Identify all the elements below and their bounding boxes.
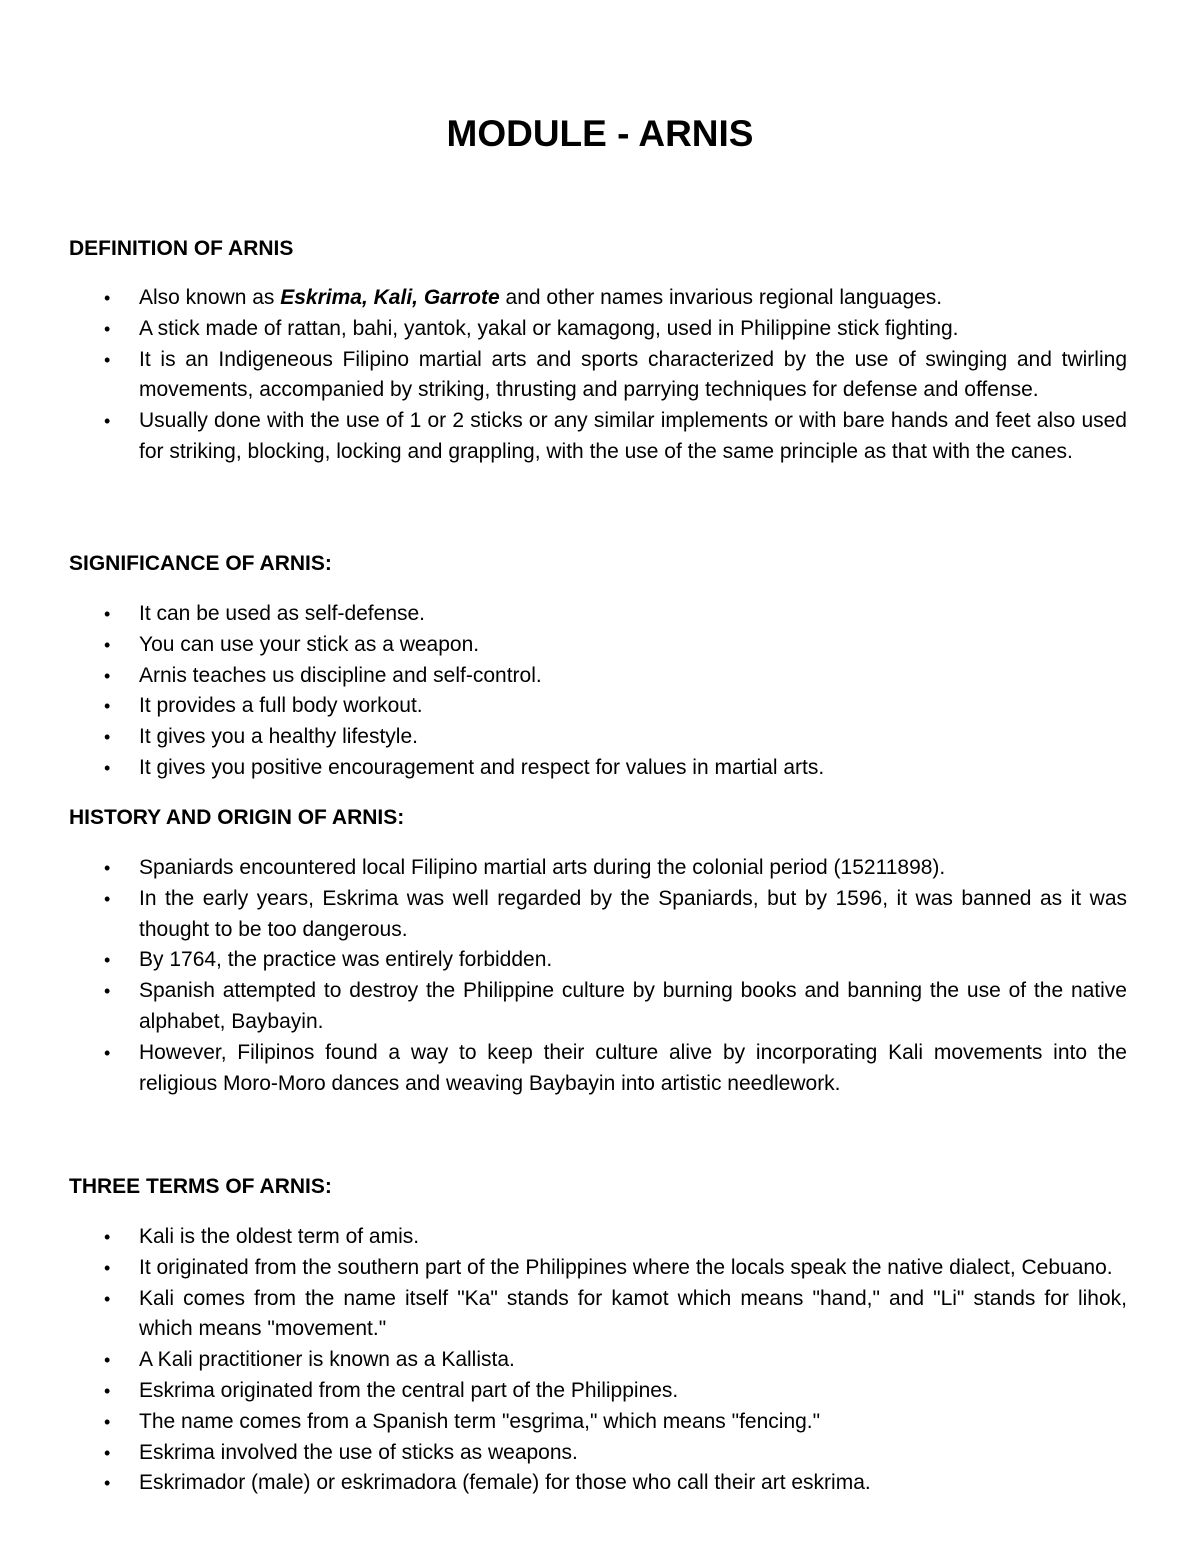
- list-item-text: In the early years, Eskrima was well regarded by the Spaniards, but by 1596, it was banned as it was thought to be too dangerous.: [139, 886, 1127, 941]
- list-item: [0, 1038, 1127, 1100]
- bullet-icon: •: [104, 858, 111, 878]
- list-item: [0, 314, 1127, 345]
- list-item: [0, 1253, 1127, 1284]
- bullet-icon: •: [104, 634, 111, 655]
- bullet-icon: •: [104, 981, 111, 1002]
- list-item: [0, 1438, 1127, 1469]
- list-item-text: Eskrima originated from the central part of the Philippines.: [139, 1378, 679, 1402]
- bullet-icon: •: [104, 757, 111, 778]
- definition-list: [0, 283, 1200, 468]
- list-item-text: Eskrimador (male) or eskrimadora (female) for those who call their art eskrima.: [139, 1471, 871, 1495]
- list-item: [0, 1407, 1127, 1438]
- list-item-text: Spaniards encountered local Filipino martial arts during the colonial period (15211898).: [139, 856, 946, 879]
- bullet-icon: •: [104, 1042, 111, 1063]
- bullet-icon: •: [104, 1227, 111, 1247]
- list-item: [0, 945, 1127, 976]
- bullet-icon: •: [104, 888, 111, 909]
- list-item-text: Spanish attempted to destroy the Philippine culture by burning books and banning the use of the native alphabet, Baybayin.: [139, 979, 1127, 1033]
- list-item-text: You can use your stick as a weapon.: [139, 632, 480, 656]
- bullet-icon: •: [104, 318, 111, 339]
- list-item: [0, 406, 1127, 468]
- list-item-emphasis: Eskrima, Kali, Garrote: [280, 286, 500, 309]
- significance-list: [0, 599, 1200, 784]
- list-item-text: Arnis teaches us discipline and self-control.: [139, 663, 542, 687]
- bullet-icon: •: [104, 1411, 111, 1432]
- section-heading-definition: DEFINITION OF ARNIS: [69, 237, 294, 260]
- list-item-text-prefix: Also known as: [139, 286, 281, 309]
- list-item: [0, 1376, 1127, 1407]
- list-item-text: It can be used as self-defense.: [139, 602, 426, 625]
- list-item-text-suffix: and other names invarious regional languages.: [499, 286, 943, 309]
- section-heading-terms: THREE TERMS OF ARNIS:: [69, 1175, 332, 1198]
- list-item-text: Eskrima involved the use of sticks as weapons.: [139, 1440, 578, 1464]
- bullet-icon: •: [104, 288, 111, 308]
- bullet-icon: •: [104, 665, 111, 686]
- list-item: [0, 753, 1127, 784]
- list-item: [0, 1284, 1127, 1346]
- list-item: [0, 976, 1127, 1038]
- section-heading-history: HISTORY AND ORIGIN OF ARNIS:: [69, 806, 405, 829]
- list-item-text: It gives you a healthy lifestyle.: [139, 725, 418, 749]
- list-item-text: The name comes from a Spanish term "esgrima," which means "fencing.": [139, 1409, 821, 1433]
- section-heading-significance: SIGNIFICANCE OF ARNIS:: [69, 552, 332, 575]
- list-item-text: Kali comes from the name itself "Ka" stands for kamot which means "hand," and "Li" stands for lihok, which means "movement.": [139, 1286, 1127, 1341]
- bullet-icon: •: [104, 1288, 111, 1309]
- terms-list: [0, 1222, 1200, 1499]
- list-item: [0, 345, 1127, 407]
- bullet-icon: •: [104, 727, 111, 748]
- page-title: MODULE - ARNIS: [446, 113, 754, 154]
- list-item-text: A stick made of rattan, bahi, yantok, yakal or kamagong, used in Philippine stick fighting.: [139, 316, 959, 340]
- bullet-icon: •: [104, 696, 111, 717]
- list-item-text: A Kali practitioner is known as a Kallista.: [139, 1348, 515, 1372]
- list-item-text: It is an Indigeneous Filipino martial arts and sports characterized by the use of swinging and twirling movements, accompanied by striking, thrusting and parrying techniques for defense and offense.: [139, 347, 1127, 402]
- bullet-icon: •: [104, 1380, 111, 1401]
- bullet-icon: •: [104, 411, 111, 432]
- bullet-icon: •: [104, 1473, 111, 1494]
- list-item-text: It originated from the southern part of the Philippines where the locals speak the native dialect, Cebuano.: [139, 1255, 1113, 1279]
- history-list: [0, 853, 1200, 1099]
- list-item: [0, 661, 1127, 692]
- list-item: [0, 283, 1127, 314]
- list-item: [0, 1345, 1127, 1376]
- list-item-text: Kali is the oldest term of amis.: [139, 1225, 420, 1248]
- list-item: [0, 691, 1127, 722]
- bullet-icon: •: [104, 604, 111, 624]
- bullet-icon: •: [104, 349, 111, 370]
- bullet-icon: •: [104, 1442, 111, 1463]
- list-item: [0, 884, 1127, 946]
- bullet-icon: •: [104, 1350, 111, 1371]
- list-item: [0, 722, 1127, 753]
- list-item: [0, 630, 1127, 661]
- bullet-icon: •: [104, 1257, 111, 1278]
- list-item: [0, 1222, 1127, 1253]
- list-item: [0, 599, 1127, 630]
- list-item: [0, 853, 1127, 884]
- list-item-text: It provides a full body workout.: [139, 694, 423, 718]
- list-item-text: However, Filipinos found a way to keep their culture alive by incorporating Kali movements into the religious Moro-Moro dances and weaving Baybayin into artistic needlework.: [139, 1040, 1127, 1095]
- list-item-text: By 1764, the practice was entirely forbidden.: [139, 948, 553, 972]
- list-item-text: It gives you positive encouragement and respect for values in martial arts.: [139, 755, 825, 779]
- list-item-text: Usually done with the use of 1 or 2 sticks or any similar implements or with bare hands and feet also used for striking, blocking, locking and grappling, with the use of the same principle as that with the canes.: [139, 409, 1127, 463]
- list-item: [0, 1468, 1127, 1499]
- bullet-icon: •: [104, 950, 111, 971]
